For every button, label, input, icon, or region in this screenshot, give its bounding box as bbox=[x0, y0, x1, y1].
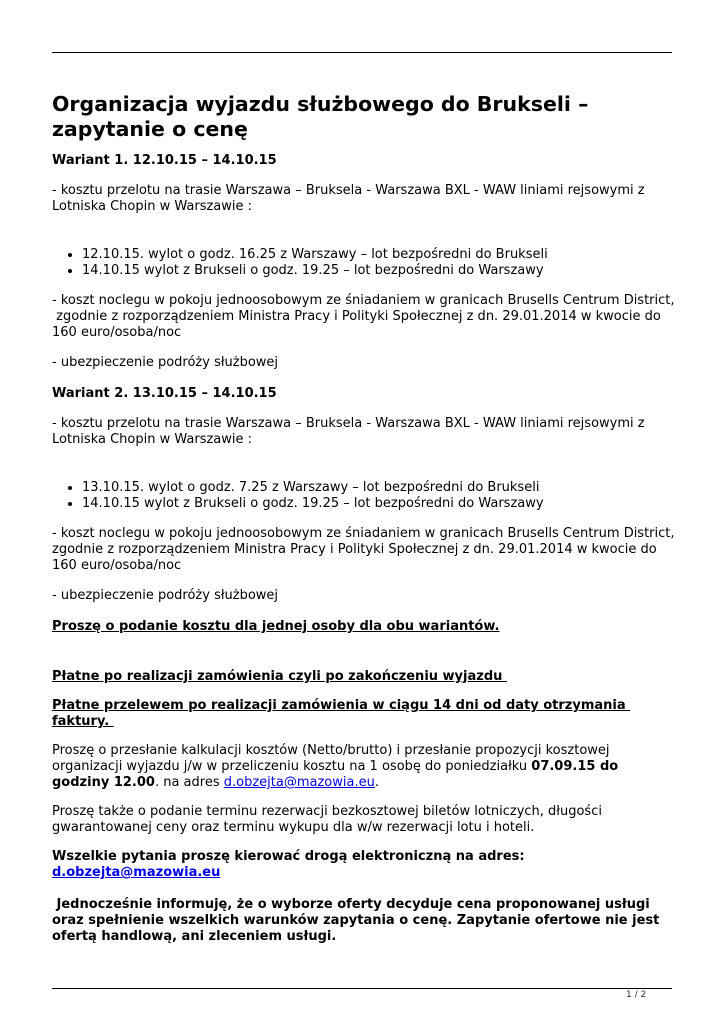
variant1-heading: Wariant 1. 12.10.15 – 14.10.15 bbox=[52, 153, 277, 168]
variant2-insurance: - ubezpieczenie podróży służbowej bbox=[52, 588, 279, 603]
questions-text: Wszelkie pytania proszę kierować drogą elektroniczną na adres: bbox=[52, 849, 525, 864]
variant2-lodging: - koszt noclegu w pokoju jednoosobowym ze śniadaniem w granicach Brusells Centrum District, zgodnie z rozporządzeniem Ministra Pracy i Polityki Społecznej z dn. 29.01.2014 w kwocie do 160 euro/osoba/noc bbox=[52, 526, 675, 573]
calc-request bbox=[52, 743, 677, 791]
calc-deadline: 07.09.15 do godziny 12.00 bbox=[52, 759, 619, 790]
variant2-flight-list bbox=[52, 480, 677, 512]
questions-line bbox=[52, 849, 677, 881]
calc-request-text-2: . na adres bbox=[154, 775, 224, 790]
header-rule bbox=[52, 52, 672, 53]
variant1-lodging-line2: zgodnie z rozporządzeniem Ministra Pracy i Polityki Społecznej z dn. 29.01.2014 w kwocie do 160 euro/osoba/noc bbox=[52, 309, 665, 340]
questions-email-link[interactable]: d.obzejta@mazowia.eu bbox=[52, 865, 221, 880]
variant1-flight-text: - kosztu przelotu na trasie Warszawa – Bruksela - Warszawa BXL - WAW liniami rejsowymi z Lotniska Chopin w Warszawie : bbox=[52, 183, 645, 214]
terms-request: Proszę także o podanie terminu rezerwacji bezkosztowej biletów lotniczych, długości gwarantowanej ceny oraz terminu wykupu dla w/w rezerwacji lotu i hoteli. bbox=[52, 804, 602, 835]
list-item: • 12.10.15. wylot o godz. 16.25 z Warszawy – lot bezpośredni do Brukseli bbox=[82, 247, 677, 263]
document-body bbox=[52, 92, 677, 945]
request-cost: Proszę o podanie kosztu dla jednej osoby dla obu wariantów. bbox=[52, 619, 500, 634]
variant1-insurance: - ubezpieczenie podróży służbowej bbox=[52, 355, 279, 370]
email-link[interactable]: d.obzejta@mazowia.eu bbox=[223, 775, 375, 790]
page-number: 1 / 2 bbox=[626, 990, 647, 1000]
calc-request-text: Proszę o przesłanie kalkulacji kosztów (Netto/brutto) i przesłanie propozycji kosztowej organizacji wyjazdu j/w w przeliczeniu kosztu na 1 osobę do poniedziałku bbox=[52, 743, 610, 774]
document-title: Organizacja wyjazdu służbowego do Brukseli – zapytanie o cenę bbox=[52, 92, 589, 141]
variant2-heading: Wariant 2. 13.10.15 – 14.10.15 bbox=[52, 386, 277, 401]
variant1-flight-list bbox=[52, 247, 677, 279]
list-item: • 14.10.15 wylot z Brukseli o godz. 19.25 – lot bezpośredni do Warszawy bbox=[82, 496, 677, 512]
variant2-flight-text: - kosztu przelotu na trasie Warszawa – Bruksela - Warszawa BXL - WAW liniami rejsowymi z Lotniska Chopin w Warszawie : bbox=[52, 416, 645, 447]
list-item: • 13.10.15. wylot o godz. 7.25 z Warszawy – lot bezpośredni do Brukseli bbox=[82, 480, 677, 496]
footer-rule bbox=[52, 988, 672, 989]
notice: Jednocześnie informuję, że o wyborze oferty decyduje cena proponowanej usługi oraz spełnienie wszelkich warunków zapytania o cenę. Zapytanie ofertowe nie jest ofertą handlową, ani zleceniem usługi. bbox=[52, 897, 664, 944]
payment-terms-2: Płatne przelewem po realizacji zamówienia w ciągu 14 dni od daty otrzymania faktury. bbox=[52, 698, 631, 729]
payment-terms-1: Płatne po realizacji zamówienia czyli po zakończeniu wyjazdu bbox=[52, 669, 507, 684]
calc-request-text-3: . bbox=[374, 775, 379, 790]
variant1-lodging-line1: - koszt noclegu w pokoju jednoosobowym ze śniadaniem w granicach Brusells Centrum District, bbox=[52, 293, 675, 308]
list-item: • 14.10.15 wylot z Brukseli o godz. 19.25 – lot bezpośredni do Warszawy bbox=[82, 263, 677, 279]
